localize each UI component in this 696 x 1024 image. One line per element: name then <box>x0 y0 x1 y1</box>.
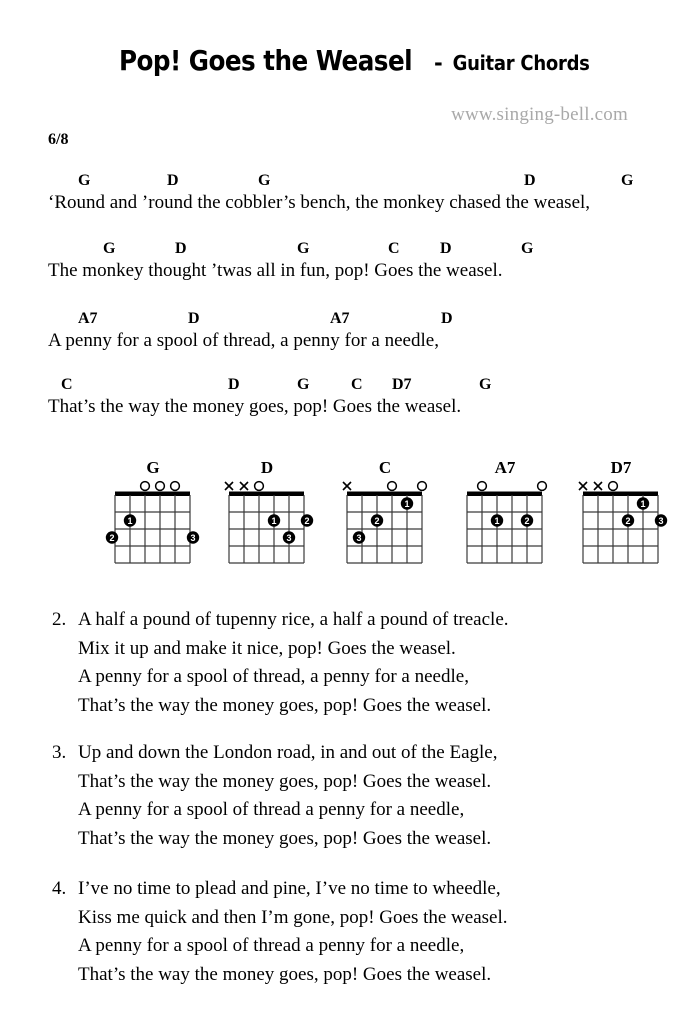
chord-diagram-grid <box>98 477 208 583</box>
chord-diagram-grid <box>566 477 676 583</box>
chord-row <box>0 310 696 331</box>
watermark-url: www.singing-bell.com <box>451 104 628 125</box>
chorus-line <box>0 172 696 218</box>
verse-line <box>52 606 692 635</box>
muted-string-marker <box>594 482 602 490</box>
verse-line <box>52 932 692 961</box>
finger-dot <box>655 514 667 526</box>
chord-label: G <box>297 240 310 257</box>
chord-diagram <box>212 458 322 583</box>
finger-dot <box>106 531 118 543</box>
lyric-line: That’s the way the money goes, pop! Goes the weasel. <box>48 396 462 417</box>
nut <box>115 492 190 497</box>
chord-label: G <box>297 376 310 393</box>
verse-number: 4. <box>52 878 67 899</box>
finger-number: 1 <box>494 515 500 526</box>
verse-number: 3. <box>52 742 67 763</box>
verse-line-text: A half a pound of tupenny rice, a half a pound of treacle. <box>78 609 509 630</box>
verse-line-text: That’s the way the money goes, pop! Goes the weasel. <box>78 694 492 716</box>
song-title: Pop! Goes the Weasel <box>118 44 413 77</box>
chord-label: C <box>61 376 73 393</box>
chorus-line <box>0 240 696 286</box>
verse <box>52 739 692 853</box>
chord-label: D7 <box>392 376 412 393</box>
open-string-marker <box>609 482 618 491</box>
open-string-marker <box>141 482 150 491</box>
chord-label: D <box>228 376 240 393</box>
chord-label: C <box>351 376 363 393</box>
open-string-marker <box>418 482 427 491</box>
verse-line-text: I’ve no time to plead and pine, I’ve no time to wheedle, <box>78 878 501 899</box>
finger-number: 2 <box>524 515 530 526</box>
chord-diagram-name: G <box>146 458 160 477</box>
verse-line <box>52 768 692 797</box>
chord-label: C <box>388 240 400 257</box>
verse-line-text: That’s the way the money goes, pop! Goes the weasel. <box>78 963 492 985</box>
muted-string-marker <box>225 482 233 490</box>
finger-number: 1 <box>404 498 410 509</box>
verse-line <box>52 635 692 664</box>
verse-line <box>52 796 692 825</box>
verse-line <box>52 692 692 721</box>
chord-row <box>0 172 696 193</box>
verse-line <box>52 663 692 692</box>
open-string-marker <box>171 482 180 491</box>
chord-diagram <box>450 458 560 583</box>
finger-dot <box>622 514 634 526</box>
chord-label: G <box>78 172 91 189</box>
nut <box>467 492 542 497</box>
chord-diagram-name: C <box>378 458 392 477</box>
finger-number: 1 <box>640 498 646 509</box>
open-string-marker <box>255 482 264 491</box>
verse-line <box>52 961 692 990</box>
chord-label: D <box>440 240 452 257</box>
finger-dot <box>353 531 365 543</box>
nut <box>229 492 304 497</box>
finger-number: 3 <box>356 532 362 543</box>
chord-label: G <box>621 172 634 189</box>
finger-number: 2 <box>625 515 631 526</box>
chord-diagram-row <box>0 458 696 583</box>
finger-dot <box>637 497 649 509</box>
chord-label: D <box>441 310 453 327</box>
finger-dot <box>371 514 383 526</box>
verse-line-text: A penny for a spool of thread a penny for a needle, <box>78 799 465 820</box>
chord-diagram-name: A7 <box>494 458 516 477</box>
open-string-marker <box>156 482 165 491</box>
chord-label: G <box>103 240 116 257</box>
chord-label: A7 <box>78 310 98 327</box>
finger-dot <box>521 514 533 526</box>
finger-number: 3 <box>658 515 664 526</box>
finger-dot <box>268 514 280 526</box>
chord-diagram <box>98 458 208 583</box>
verse-line <box>52 875 692 904</box>
chord-label: D <box>175 240 187 257</box>
finger-dot <box>401 497 413 509</box>
chord-label: G <box>479 376 492 393</box>
verse-line-text: A penny for a spool of thread a penny for a needle, <box>78 935 465 956</box>
finger-number: 3 <box>190 532 196 543</box>
verse-line-text: That’s the way the money goes, pop! Goes the weasel. <box>78 827 492 849</box>
chord-label: A7 <box>330 310 350 327</box>
finger-number: 3 <box>286 532 292 543</box>
muted-string-marker <box>343 482 351 490</box>
chord-diagram-grid <box>330 477 440 583</box>
finger-dot <box>301 514 313 526</box>
verse-line-text: Up and down the London road, in and out of the Eagle, <box>78 742 498 763</box>
verse-line-text: That’s the way the money goes, pop! Goes the weasel. <box>78 770 492 792</box>
finger-number: 2 <box>304 515 310 526</box>
lyric-line: The monkey thought ’twas all in fun, pop! Goes the weasel. <box>48 260 503 281</box>
title-subtitle: Guitar Chords <box>452 51 590 75</box>
finger-dot <box>187 531 199 543</box>
finger-number: 1 <box>271 515 277 526</box>
open-string-marker <box>538 482 547 491</box>
chord-label: G <box>521 240 534 257</box>
finger-dot <box>283 531 295 543</box>
chord-diagram-name: D <box>260 458 274 477</box>
title-separator: - <box>434 51 443 75</box>
finger-dot <box>491 514 503 526</box>
chord-row <box>0 376 696 397</box>
chord-diagram-name: D7 <box>610 458 632 477</box>
chord-diagram <box>330 458 440 583</box>
chord-label: D <box>167 172 179 189</box>
chorus-line <box>0 376 696 422</box>
muted-string-marker <box>240 482 248 490</box>
finger-dot <box>124 514 136 526</box>
time-signature: 6/8 <box>48 131 69 148</box>
finger-number: 2 <box>374 515 380 526</box>
verse-number: 2. <box>52 609 67 630</box>
chord-row <box>0 240 696 261</box>
chord-diagram <box>566 458 676 583</box>
open-string-marker <box>478 482 487 491</box>
lyric-line: A penny for a spool of thread, a penny for a needle, <box>48 330 439 351</box>
chord-label: G <box>258 172 271 189</box>
nut <box>583 492 658 497</box>
verse-line-text: Mix it up and make it nice, pop! Goes the weasel. <box>78 637 456 659</box>
verse-line <box>52 739 692 768</box>
muted-string-marker <box>579 482 587 490</box>
lyric-line: ‘Round and ’round the cobbler’s bench, the monkey chased the weasel, <box>48 192 591 213</box>
chord-label: D <box>188 310 200 327</box>
chord-label: D <box>524 172 536 189</box>
chorus-line <box>0 310 696 356</box>
chord-diagram-grid <box>450 477 560 583</box>
verse-line-text: A penny for a spool of thread, a penny for a needle, <box>78 666 469 687</box>
verse-line-text: Kiss me quick and then I’m gone, pop! Goes the weasel. <box>78 906 508 928</box>
verse-line <box>52 904 692 933</box>
verse <box>52 606 692 720</box>
verse-line <box>52 825 692 854</box>
open-string-marker <box>388 482 397 491</box>
verse <box>52 875 692 989</box>
chord-diagram-grid <box>212 477 322 583</box>
page-title <box>0 44 696 77</box>
finger-number: 2 <box>109 532 115 543</box>
finger-number: 1 <box>127 515 133 526</box>
nut <box>347 492 422 497</box>
